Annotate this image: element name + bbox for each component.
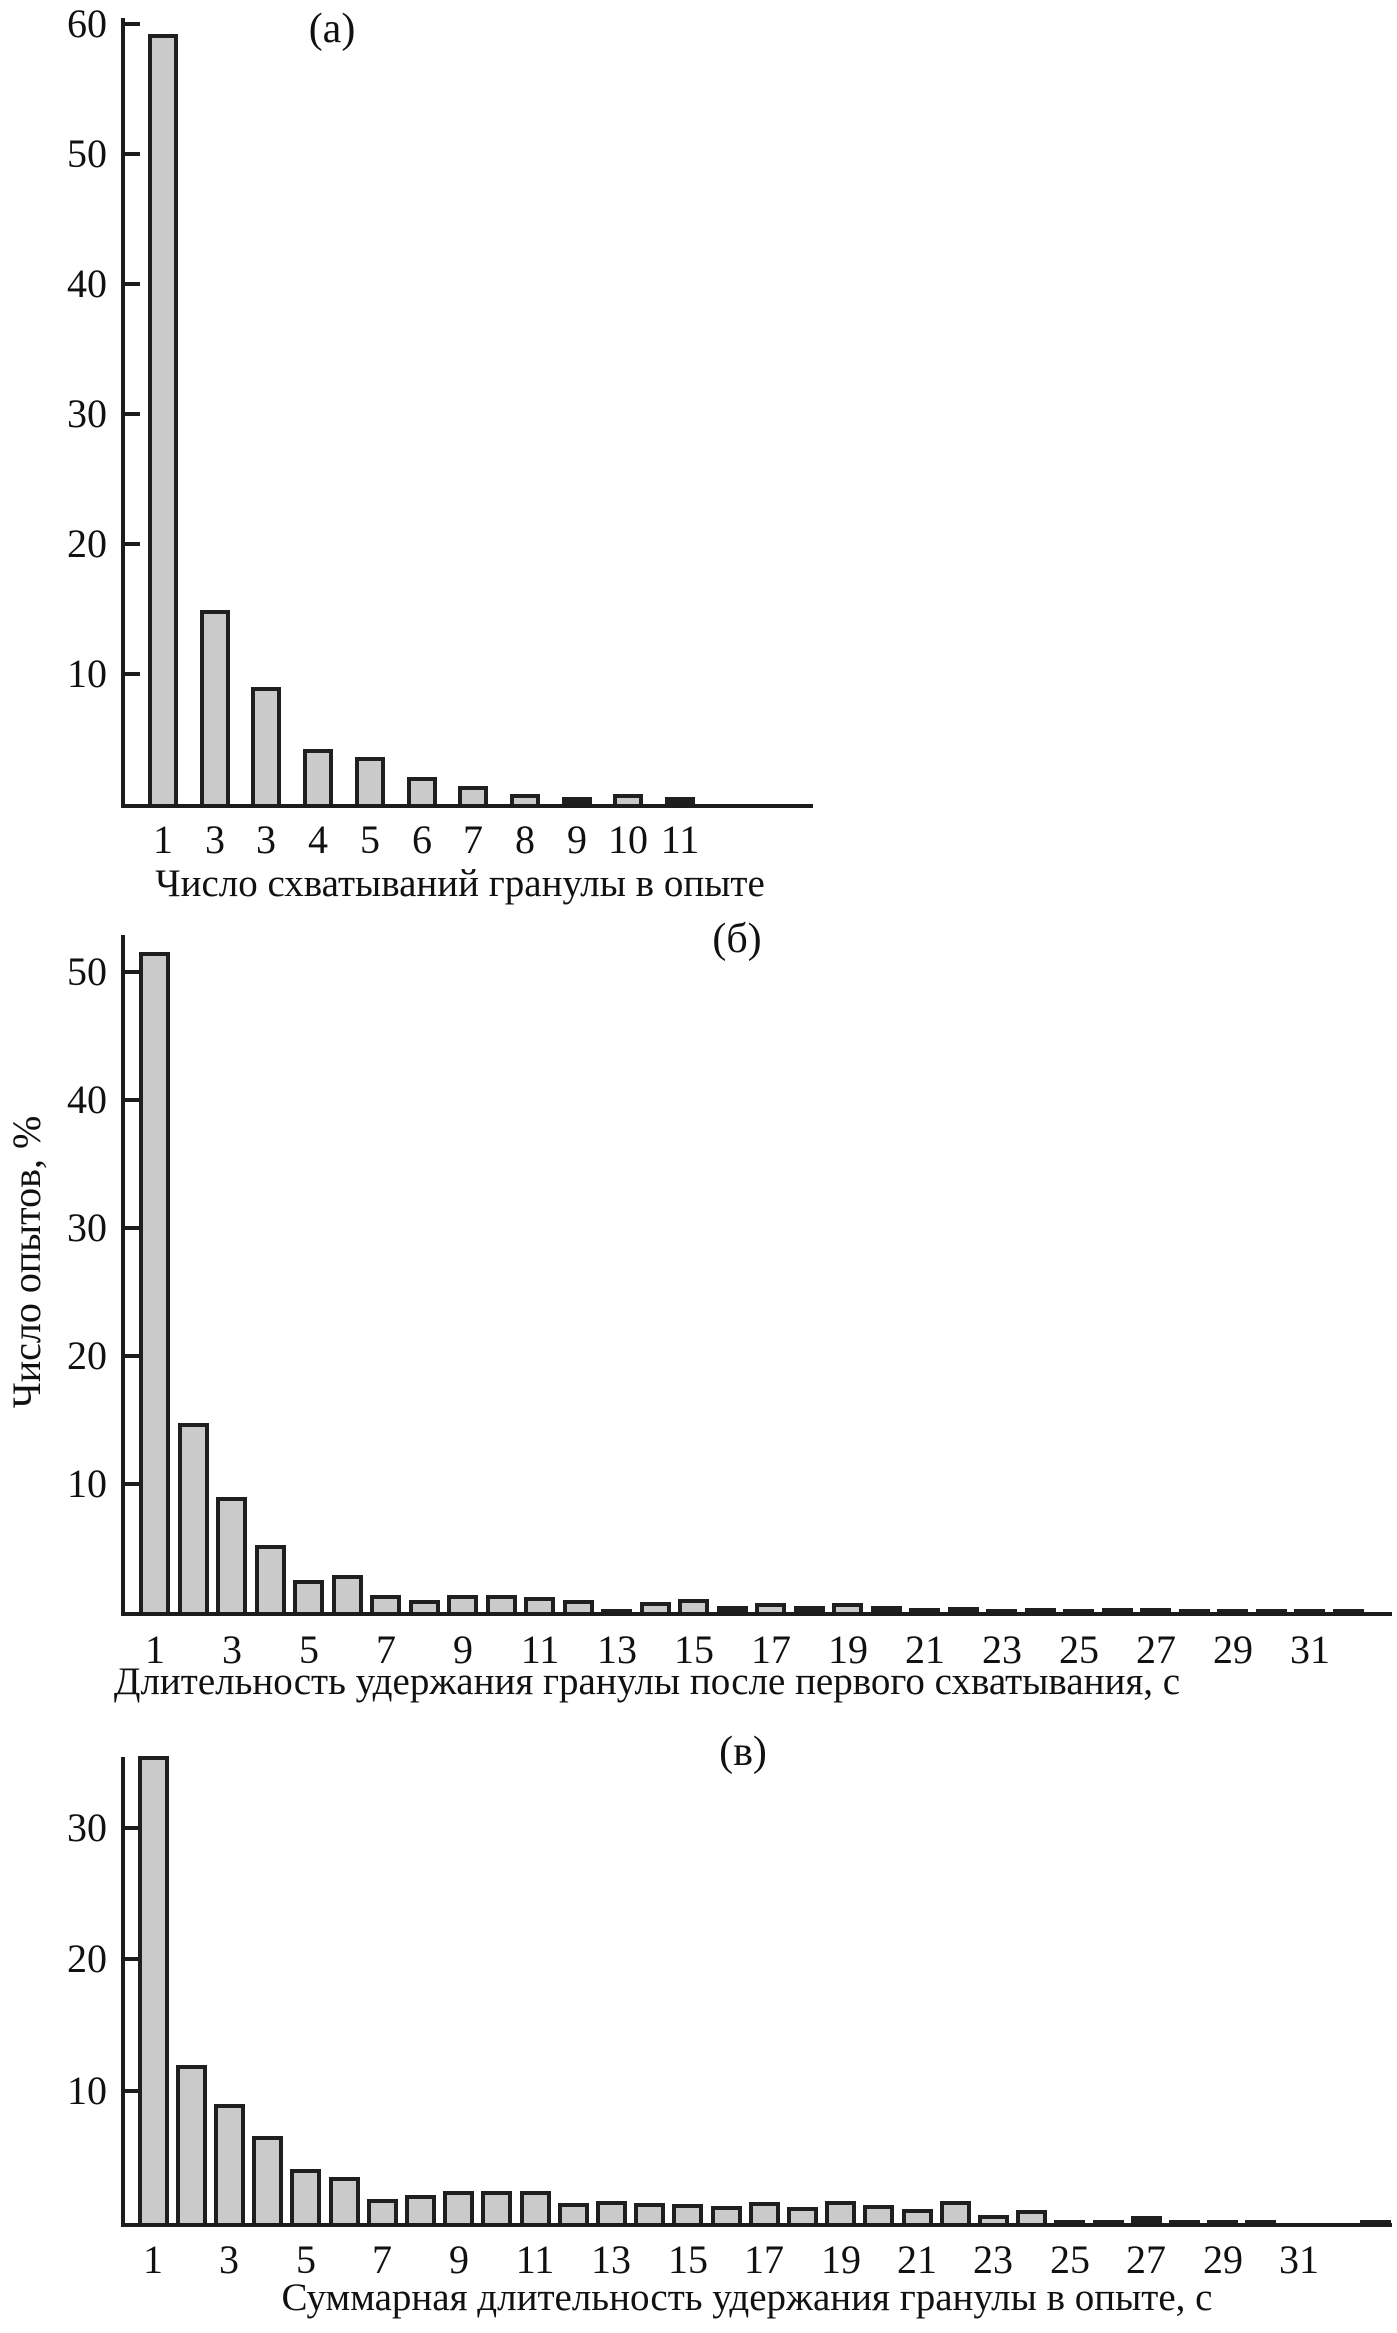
y-tick-label-b: 50 xyxy=(67,949,107,994)
bar xyxy=(251,687,281,804)
bar xyxy=(863,2205,894,2223)
y-tick-label-v: 30 xyxy=(67,1805,107,1850)
bar xyxy=(678,1599,709,1612)
y-tick-b xyxy=(125,1226,140,1230)
bar xyxy=(634,2203,665,2223)
bar xyxy=(825,2201,856,2223)
panel-label-b: (б) xyxy=(712,916,762,962)
x-tick-label-b: 11 xyxy=(520,1627,560,1672)
panel-label-v: (в) xyxy=(719,1729,767,1775)
bar xyxy=(1256,1609,1287,1612)
y-tick-label-b: 10 xyxy=(67,1461,107,1506)
bar xyxy=(355,757,385,804)
x-tick-label-b: 23 xyxy=(982,1627,1022,1672)
x-tick-label-b: 25 xyxy=(1059,1627,1099,1672)
y-tick-a xyxy=(125,152,140,156)
x-tick-label-v: 27 xyxy=(1126,2237,1166,2282)
y-tick-a xyxy=(125,542,140,546)
x-tick-label-v: 31 xyxy=(1279,2237,1319,2282)
bar xyxy=(613,794,643,804)
x-axis-v xyxy=(121,2223,1392,2227)
bar xyxy=(902,2209,933,2223)
bar xyxy=(909,1608,940,1612)
x-tick-label-a: 9 xyxy=(567,817,587,862)
bar xyxy=(520,2191,551,2223)
bar xyxy=(252,2136,283,2223)
bar xyxy=(405,2195,436,2223)
y-tick-a xyxy=(125,412,140,416)
x-tick-label-v: 15 xyxy=(668,2237,708,2282)
bar xyxy=(1102,1608,1133,1612)
bar xyxy=(138,1756,169,2223)
bar xyxy=(978,2215,1009,2223)
y-tick-label-b: 20 xyxy=(67,1333,107,1378)
x-tick-label-a: 11 xyxy=(660,817,700,862)
x-tick-label-v: 25 xyxy=(1050,2237,1090,2282)
x-tick-label-b: 15 xyxy=(674,1627,714,1672)
y-tick-label-a: 40 xyxy=(67,261,107,306)
x-tick-label-v: 7 xyxy=(372,2237,392,2282)
x-tick-label-b: 13 xyxy=(597,1627,637,1672)
x-tick-label-a: 7 xyxy=(463,817,483,862)
bar xyxy=(1025,1608,1056,1612)
bar xyxy=(293,1580,324,1612)
x-tick-label-b: 5 xyxy=(299,1627,319,1672)
bar xyxy=(672,2204,703,2223)
bar xyxy=(148,34,178,804)
bar xyxy=(303,749,333,804)
bar xyxy=(749,2202,780,2223)
bar xyxy=(755,1603,786,1612)
bar xyxy=(139,952,170,1612)
bar xyxy=(717,1606,748,1612)
bar xyxy=(596,2201,627,2223)
x-axis-title-a: Число схватываний гранулы в опыте xyxy=(155,862,765,905)
bar xyxy=(1140,1608,1171,1612)
x-tick-label-b: 17 xyxy=(751,1627,791,1672)
y-tick-label-v: 10 xyxy=(67,2068,107,2113)
bar xyxy=(986,1609,1017,1612)
y-tick-b xyxy=(125,970,140,974)
x-tick-label-b: 7 xyxy=(376,1627,396,1672)
y-tick-label-b: 30 xyxy=(67,1205,107,1250)
bar xyxy=(447,1595,478,1612)
y-tick-label-v: 20 xyxy=(67,1936,107,1981)
bar xyxy=(486,1595,517,1612)
bar xyxy=(665,797,695,804)
y-tick-b xyxy=(125,1354,140,1358)
bar xyxy=(458,786,488,804)
x-axis-b xyxy=(121,1612,1392,1616)
bar xyxy=(1360,2220,1391,2223)
x-tick-label-v: 19 xyxy=(821,2237,861,2282)
bar xyxy=(214,2104,245,2223)
bar xyxy=(409,1600,440,1612)
x-tick-label-a: 5 xyxy=(360,817,380,862)
x-axis-a xyxy=(121,804,813,808)
bar xyxy=(558,2203,589,2223)
x-tick-label-b: 29 xyxy=(1213,1627,1253,1672)
bar xyxy=(370,1595,401,1612)
bar xyxy=(562,797,592,804)
x-tick-label-v: 13 xyxy=(591,2237,631,2282)
bar xyxy=(290,2169,321,2223)
x-tick-label-v: 29 xyxy=(1203,2237,1243,2282)
x-tick-label-a: 1 xyxy=(153,817,173,862)
x-tick-label-b: 19 xyxy=(828,1627,868,1672)
bar xyxy=(510,794,540,804)
x-tick-label-a: 4 xyxy=(308,817,328,862)
bar xyxy=(940,2201,971,2223)
bar xyxy=(563,1600,594,1612)
bar xyxy=(1179,1609,1210,1612)
x-tick-label-a: 6 xyxy=(412,817,432,862)
y-tick-a xyxy=(125,22,140,26)
bar xyxy=(200,610,230,804)
x-tick-label-a: 8 xyxy=(515,817,535,862)
y-tick-b xyxy=(125,1482,140,1486)
x-tick-label-a: 10 xyxy=(608,817,648,862)
bar xyxy=(1093,2220,1124,2223)
bar xyxy=(255,1545,286,1612)
bar xyxy=(367,2199,398,2223)
y-tick-label-a: 20 xyxy=(67,521,107,566)
y-tick-label-a: 50 xyxy=(67,131,107,176)
bar xyxy=(1131,2216,1162,2223)
x-tick-label-b: 31 xyxy=(1290,1627,1330,1672)
bar xyxy=(1294,1609,1325,1612)
bar xyxy=(640,1602,671,1612)
y-tick-label-a: 30 xyxy=(67,391,107,436)
bar xyxy=(481,2191,512,2223)
bar xyxy=(871,1606,902,1612)
bar xyxy=(524,1597,555,1612)
x-tick-label-v: 9 xyxy=(449,2237,469,2282)
x-tick-label-b: 21 xyxy=(905,1627,945,1672)
x-tick-label-v: 11 xyxy=(515,2237,555,2282)
x-tick-label-v: 21 xyxy=(897,2237,937,2282)
bar xyxy=(601,1609,632,1612)
bar xyxy=(332,1575,363,1612)
bar xyxy=(1169,2220,1200,2223)
bar xyxy=(1333,1609,1364,1612)
bar xyxy=(794,1606,825,1612)
bar xyxy=(1063,1609,1094,1612)
x-tick-label-v: 1 xyxy=(143,2237,163,2282)
bar xyxy=(329,2177,360,2223)
panel-label-a: (а) xyxy=(308,6,356,52)
bar xyxy=(1245,2220,1276,2223)
y-tick-b xyxy=(125,1098,140,1102)
x-axis-title-v: Суммарная длительность удержания гранулы в опыте, с xyxy=(281,2276,1213,2319)
x-tick-label-a: 3 xyxy=(256,817,276,862)
x-tick-label-b: 1 xyxy=(145,1627,165,1672)
bar xyxy=(1217,1609,1248,1612)
bar xyxy=(178,1423,209,1612)
x-tick-label-v: 5 xyxy=(296,2237,316,2282)
x-tick-label-v: 17 xyxy=(744,2237,784,2282)
bar xyxy=(832,1603,863,1612)
bar xyxy=(1016,2210,1047,2223)
y-tick-label-a: 60 xyxy=(67,1,107,46)
x-tick-label-a: 3 xyxy=(205,817,225,862)
bar xyxy=(176,2065,207,2223)
bar xyxy=(711,2206,742,2223)
bar xyxy=(787,2207,818,2223)
y-tick-a xyxy=(125,672,140,676)
y-tick-label-b: 40 xyxy=(67,1077,107,1122)
x-tick-label-v: 3 xyxy=(219,2237,239,2282)
bar xyxy=(1054,2220,1085,2223)
x-tick-label-v: 23 xyxy=(973,2237,1013,2282)
x-tick-label-b: 3 xyxy=(222,1627,242,1672)
x-axis-title-b: Длительность удержания гранулы после первого схватывания, с xyxy=(113,1660,1181,1703)
bar xyxy=(407,777,437,804)
y-tick-label-a: 10 xyxy=(67,651,107,696)
bar xyxy=(216,1497,247,1612)
y-axis-title: Число опытов, % xyxy=(4,1115,49,1409)
x-tick-label-b: 27 xyxy=(1136,1627,1176,1672)
bar xyxy=(1207,2220,1238,2223)
y-tick-a xyxy=(125,282,140,286)
bar xyxy=(443,2191,474,2223)
x-tick-label-b: 9 xyxy=(453,1627,473,1672)
bar xyxy=(948,1607,979,1612)
y-axis-b xyxy=(121,935,125,1616)
